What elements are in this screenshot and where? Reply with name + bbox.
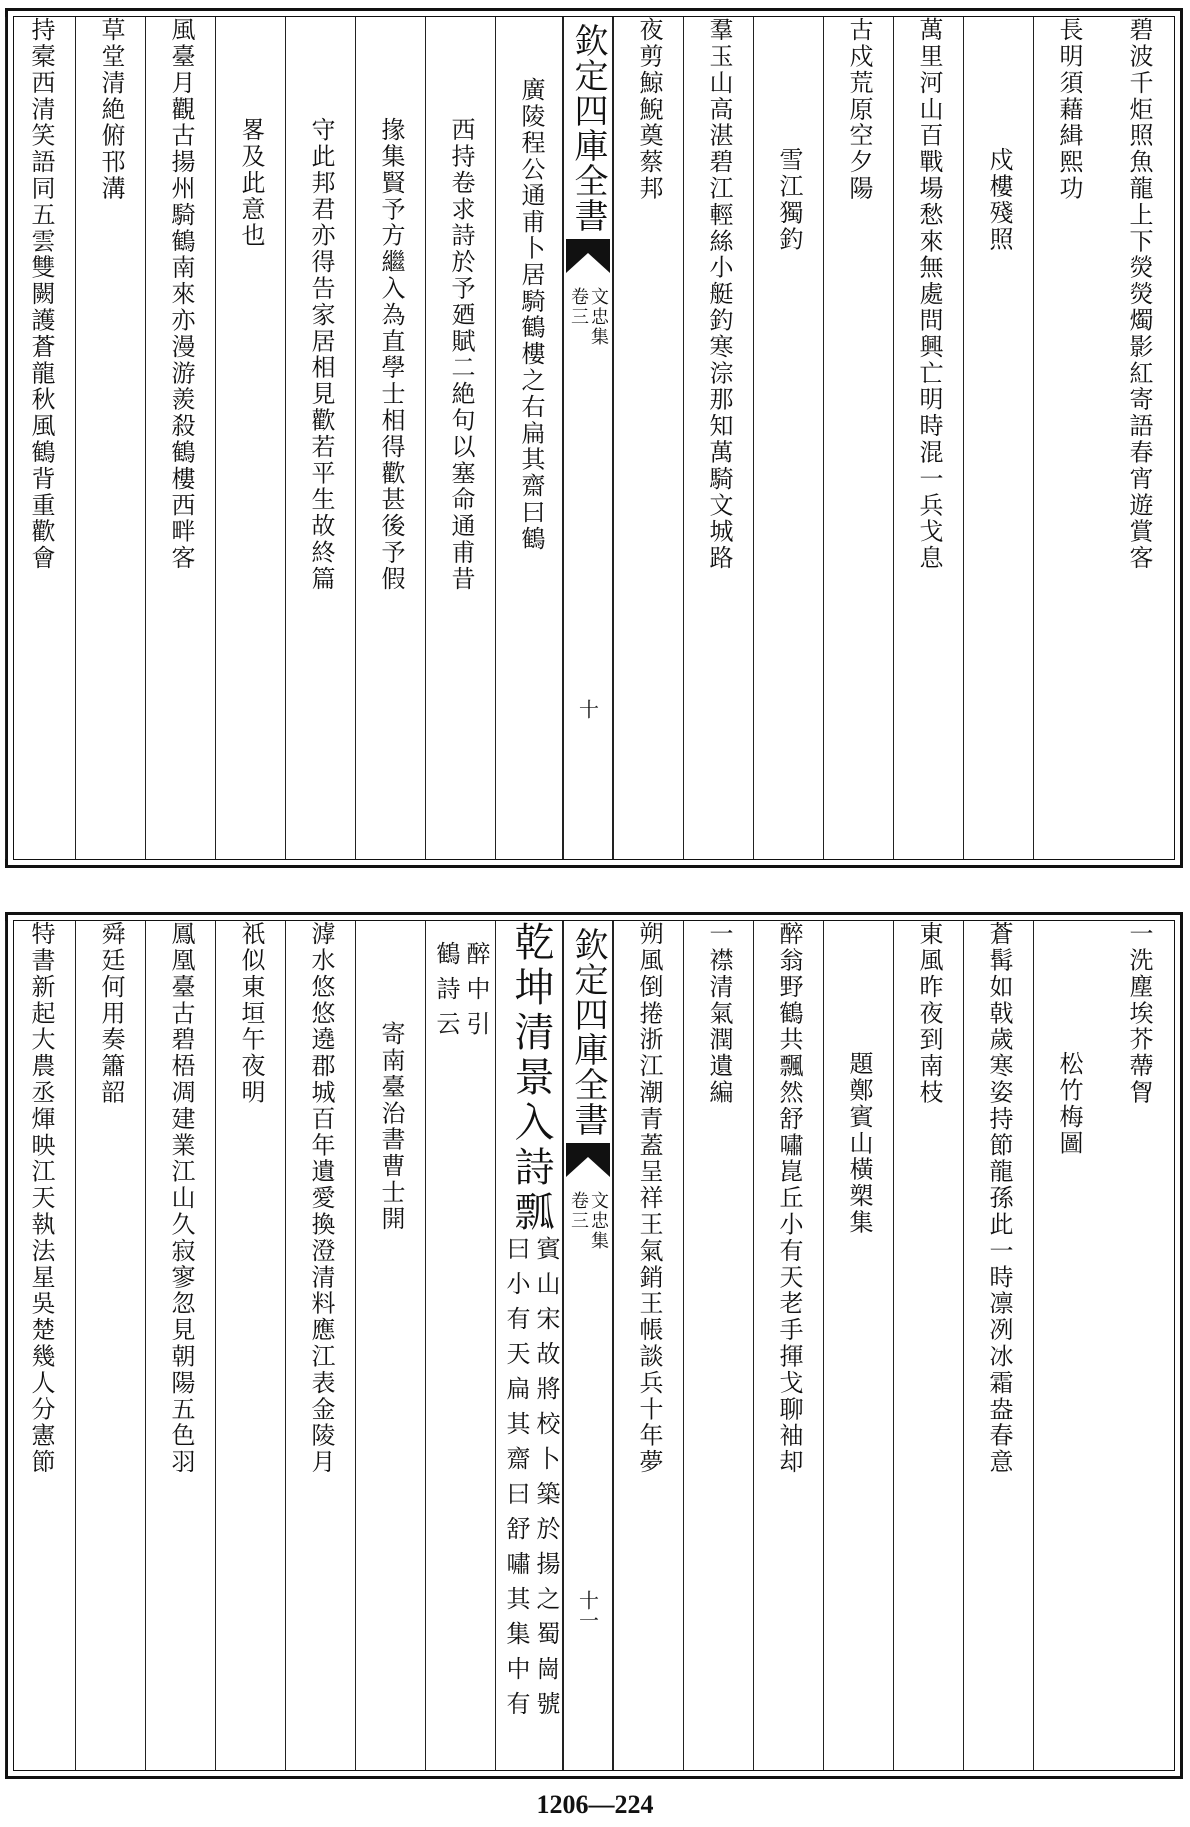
series-title: 欽定四庫全書 xyxy=(568,927,608,1137)
column-text: 舜廷何用奏簫韶 xyxy=(97,921,125,1106)
note-line: 曰小有天扁其齋曰舒嘯其集中有 xyxy=(502,1236,530,1726)
poem-title: 松竹梅圖 xyxy=(1055,1051,1083,1157)
center-fold-column xyxy=(562,921,614,1770)
bottom-page xyxy=(5,912,1183,1779)
text-column xyxy=(495,921,566,1770)
top-page-inner-border xyxy=(13,16,1175,860)
text-column xyxy=(683,921,754,1770)
text-column xyxy=(145,17,216,859)
text-column xyxy=(355,17,426,859)
column-text: 畧及此意也 xyxy=(237,117,265,249)
text-column xyxy=(75,17,146,859)
poem-title: 戍樓殘照 xyxy=(985,147,1013,253)
collection-name: 文忠集 xyxy=(588,287,609,347)
text-column xyxy=(613,921,684,1770)
series-title: 欽定四庫全書 xyxy=(568,23,608,233)
text-column xyxy=(963,17,1034,859)
text-column xyxy=(285,17,356,859)
top-page xyxy=(5,8,1183,868)
collection-label xyxy=(569,287,607,347)
volume-label: 卷三 xyxy=(568,1191,589,1231)
text-column xyxy=(963,921,1034,1770)
column-text: 一襟清氣潤遺編 xyxy=(705,921,733,1106)
column-text: 特書新起大農丞煇映江天執法星吳楚幾人分憲節 xyxy=(27,921,55,1476)
column-text: 東風昨夜到南枝 xyxy=(915,921,943,1106)
text-column xyxy=(823,17,894,859)
column-text: 風臺月觀古揚州騎鶴南來亦漫游羨殺鶴樓西畔客 xyxy=(167,17,195,572)
text-column xyxy=(5,921,76,1770)
folio-number: 十 xyxy=(575,699,600,719)
column-text: 碧波千炬照魚龍上下熒熒燭影紅寄語春宵遊賞客 xyxy=(1125,17,1153,572)
column-text: 夜剪鯨鯢奠蔡邦 xyxy=(635,17,663,202)
column-text: 古戍荒原空夕陽 xyxy=(845,17,873,202)
text-column xyxy=(753,921,824,1770)
fishtail-mark-icon xyxy=(566,1143,610,1177)
note-block xyxy=(434,941,488,1770)
text-column xyxy=(285,921,356,1770)
text-column xyxy=(1104,921,1174,1770)
note-line: 賓山宋故將校卜築於揚之蜀崗號 xyxy=(532,1236,560,1726)
column-text: 醉翁野鶴共飄然舒嘯崑丘小有天老手揮戈聊袖却 xyxy=(775,921,803,1476)
text-column xyxy=(215,17,286,859)
column-text: 持槖西清笑語同五雲雙闕護蒼龍秋風鶴背重歡會 xyxy=(27,17,55,572)
text-column xyxy=(145,921,216,1770)
text-column xyxy=(613,17,684,859)
volume-label: 卷三 xyxy=(568,287,589,327)
bottom-page-inner-border xyxy=(13,920,1175,1771)
column-text: 朔風倒捲浙江潮青蓋呈祥王氣銷王帳談兵十年夢 xyxy=(635,921,663,1476)
text-column xyxy=(1104,17,1174,859)
note-block xyxy=(504,1236,558,1726)
text-column xyxy=(75,921,146,1770)
text-column xyxy=(753,17,824,859)
column-text: 守此邦君亦得告家居相見歡若平生故終篇 xyxy=(307,117,335,593)
text-column xyxy=(425,921,496,1770)
note-line: 醉中引 xyxy=(462,941,490,1046)
text-column xyxy=(683,17,754,859)
collection-name: 文忠集 xyxy=(588,1191,609,1251)
column-text: 乾坤清景入詩瓢 xyxy=(508,921,554,1236)
column-text: 鳳凰臺古碧梧凋建業江山久寂寥忽見朝陽五色羽 xyxy=(167,921,195,1476)
collection-label xyxy=(569,1191,607,1251)
column-text: 滹水悠悠遶郡城百年遺愛換澄清料應江表金陵月 xyxy=(307,921,335,1476)
column-text: 蒼髯如戟歲寒姿持節龍孫此一時凛冽冰霜盎春意 xyxy=(985,921,1013,1476)
text-column xyxy=(215,921,286,1770)
column-text: 一洗塵埃芥蔕胷 xyxy=(1125,921,1153,1106)
text-column xyxy=(1033,17,1104,859)
poem-title: 題鄭賓山橫槊集 xyxy=(845,1051,873,1236)
text-column xyxy=(823,921,894,1770)
text-column xyxy=(495,17,566,859)
note-line: 鶴詩云 xyxy=(432,941,460,1046)
column-text: 廣陵程公通甫卜居騎鶴樓之右扁其齋曰鶴 xyxy=(517,77,545,553)
text-column xyxy=(355,921,426,1770)
poem-title: 雪江獨釣 xyxy=(775,147,803,253)
text-column xyxy=(893,17,964,859)
column-text: 草堂清絶俯邗溝 xyxy=(97,17,125,202)
text-column xyxy=(5,17,76,859)
poem-title: 寄南臺治書曹士開 xyxy=(377,1021,405,1233)
column-text: 掾集賢予方繼入為直學士相得歡甚後予假 xyxy=(377,117,405,593)
column-text: 長明須藉緝熙功 xyxy=(1055,17,1083,202)
column-text: 萬里河山百戰場愁來無處問興亡明時混一兵戈息 xyxy=(915,17,943,572)
column-text: 西持卷求詩於予廼賦二絶句以塞命通甫昔 xyxy=(447,117,475,593)
text-column xyxy=(893,921,964,1770)
center-fold-column xyxy=(562,17,614,859)
text-column xyxy=(425,17,496,859)
column-text: 祇似東垣午夜明 xyxy=(237,921,265,1106)
page-number: 1206—224 xyxy=(536,1790,654,1819)
fishtail-mark-icon xyxy=(566,239,610,273)
column-text: 羣玉山高湛碧江輕絲小艇釣寒淙那知萬騎文城路 xyxy=(705,17,733,572)
text-column xyxy=(1033,921,1104,1770)
folio-number: 十一 xyxy=(575,1590,600,1630)
